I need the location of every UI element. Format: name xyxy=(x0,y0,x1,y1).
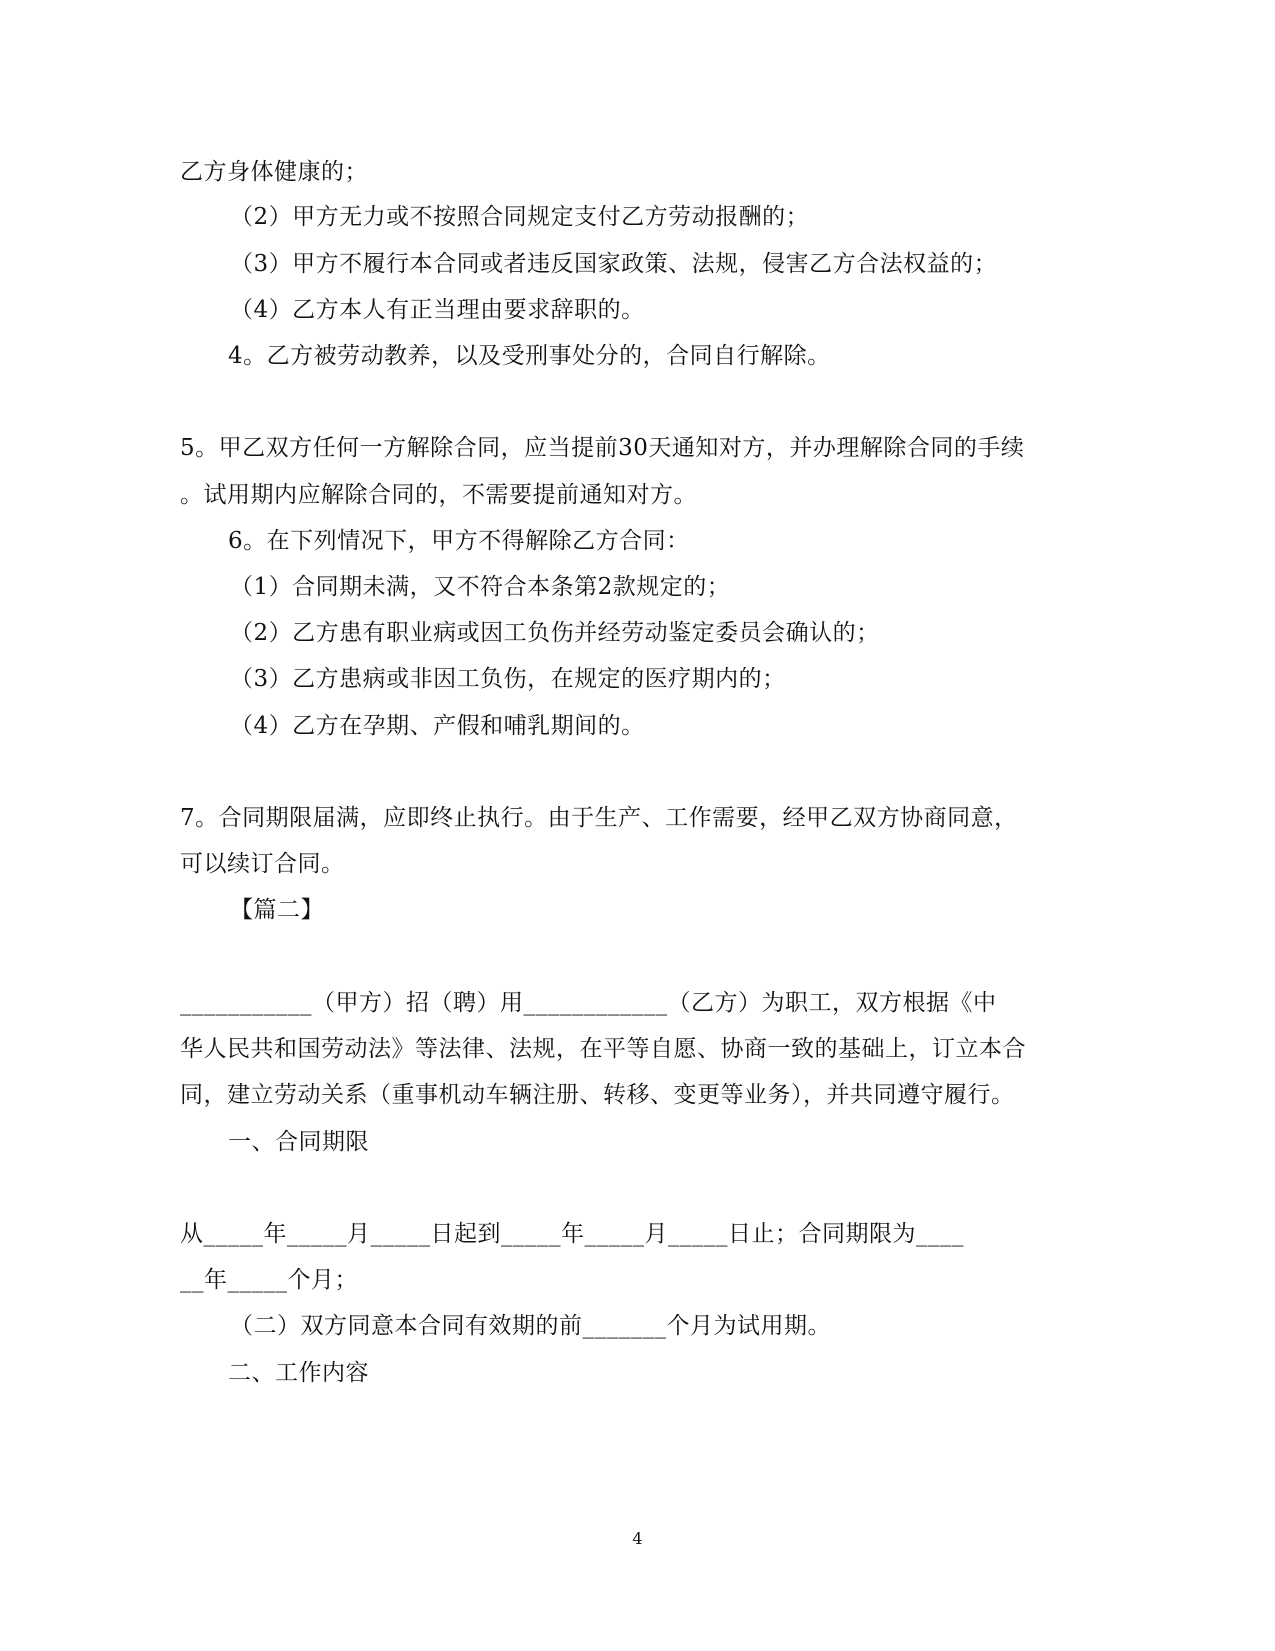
text-line-13: 7。合同期限届满，应即终止执行。由于生产、工作需要，经甲乙双方协商同意， xyxy=(180,805,1018,831)
text-line-16: ___________（甲方）招（聘）用____________（乙方）为职工，双方根据《中 xyxy=(180,990,997,1016)
text-line-1: 乙方身体健康的； xyxy=(180,159,368,185)
text-line-2: （2）甲方无力或不按照合同规定支付乙方劳动报酬的； xyxy=(230,204,810,230)
text-line-11: （3）乙方患病或非因工负伤，在规定的医疗期内的； xyxy=(230,666,786,692)
text-line-12: （4）乙方在孕期、产假和哺乳期间的。 xyxy=(230,713,645,739)
text-line-7: 。试用期内应解除合同的，不需要提前通知对方。 xyxy=(180,482,697,508)
text-line-20: 从_____年_____月_____日起到_____年_____月_____日止；合同期限为____ xyxy=(180,1221,964,1247)
text-line-8: 6。在下列情况下，甲方不得解除乙方合同： xyxy=(228,528,690,554)
text-line-10: （2）乙方患有职业病或因工负伤并经劳动鉴定委员会确认的； xyxy=(230,620,880,646)
text-line-9: （1）合同期未满，又不符合本条第2款规定的； xyxy=(230,574,731,600)
text-line-21: __年_____个月； xyxy=(180,1267,358,1293)
text-line-17: 华人民共和国劳动法》等法律、法规，在平等自愿、协商一致的基础上，订立本合 xyxy=(180,1036,1026,1062)
text-line-3: （3）甲方不履行本合同或者违反国家政策、法规，侵害乙方合法权益的； xyxy=(230,251,998,277)
section-heading-contract-term: 一、合同期限 xyxy=(228,1129,369,1155)
text-line-6: 5。甲乙双方任何一方解除合同，应当提前30天通知对方，并办理解除合同的手续 xyxy=(180,435,1025,461)
page-number: 4 xyxy=(632,1529,643,1548)
text-line-22: （二）双方同意本合同有效期的前_______个月为试用期。 xyxy=(230,1313,831,1339)
text-line-5: 4。乙方被劳动教养，以及受刑事处分的，合同自行解除。 xyxy=(228,343,831,369)
section-heading-work-content: 二、工作内容 xyxy=(228,1360,369,1386)
section-heading-part-two: 【篇二】 xyxy=(230,897,324,923)
text-line-18: 同，建立劳动关系（重事机动车辆注册、转移、变更等业务），并共同遵守履行。 xyxy=(180,1082,1015,1108)
text-line-14: 可以续订合同。 xyxy=(180,851,345,877)
text-line-4: （4）乙方本人有正当理由要求辞职的。 xyxy=(230,297,645,323)
